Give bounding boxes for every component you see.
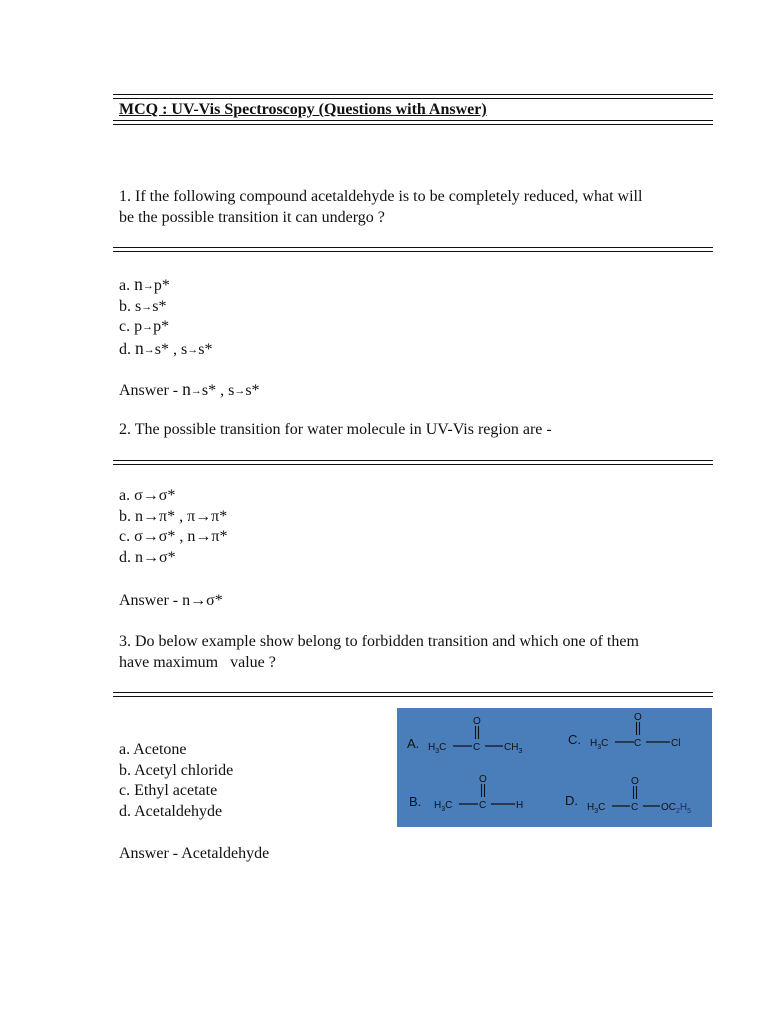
a-ch3: $CH_3$ (504, 742, 523, 755)
c-chlorine: Cl (671, 738, 681, 749)
arrow-icon: → (142, 321, 154, 334)
q3-answer: Answer - Acetaldehyde (119, 845, 270, 862)
q2-option-d: d. n→σ* (119, 549, 176, 567)
structure-b (409, 774, 523, 813)
b-hydrogen: H (516, 800, 524, 811)
arrow-icon: → (190, 385, 202, 397)
q3-question-line1: 3. Do below example show belong to forbidden transition and which one of them (119, 633, 639, 650)
q1-question-line2: be the possible transition it can undergo ? (119, 209, 385, 226)
d-carbon: C (631, 802, 639, 813)
q2-option-c: c. σ→σ* , n→π* (119, 528, 228, 546)
q1-answer: Answer - n→s* , s→s* (119, 379, 260, 399)
structure-c (568, 712, 680, 751)
q2-question: 2. The possible transition for water molecule in UV-Vis region are - (119, 421, 552, 438)
arrow-icon: → (143, 344, 155, 357)
c-oxygen: O (634, 712, 642, 723)
title-rule-top (113, 94, 713, 99)
structure-a (407, 716, 522, 755)
arrow-icon: → (142, 280, 154, 292)
q3-option-a: a. Acetone (119, 741, 187, 758)
b-carbon: C (479, 800, 487, 811)
q2-option-b: b. n→π* , π→π* (119, 507, 228, 525)
q1-option-a: a. n→p* (119, 274, 170, 294)
b-h3c: $H_3C$ (434, 800, 453, 813)
q3-option-b: b. Acetyl chloride (119, 761, 234, 779)
q3-option-d: d. Acetaldehyde (119, 803, 223, 821)
structure-d (565, 776, 691, 815)
q3-options (119, 740, 233, 823)
b-oxygen: O (479, 774, 487, 785)
q2-options (119, 486, 227, 569)
label-d: D. (565, 793, 578, 808)
q3-question-line2: have maximum value ? (119, 654, 276, 671)
a-h3c: $H_3C$ (428, 742, 447, 755)
q3-option-c: c. Ethyl acetate (119, 782, 218, 800)
arrow-icon: → (187, 344, 199, 357)
structures-figure (397, 708, 712, 827)
q2-divider (113, 460, 713, 465)
a-oxygen: O (473, 716, 481, 727)
label-b: B. (409, 794, 422, 809)
q2-answer: Answer - n→σ* (119, 592, 223, 609)
c-carbon: C (634, 738, 642, 749)
structures-svg (397, 708, 712, 827)
q1-option-b: b. s→s* (119, 297, 167, 315)
q1-question-line1: 1. If the following compound acetaldehyde is to be completely reduced, what will (119, 188, 643, 205)
q1-options (119, 274, 212, 361)
d-oxygen: O (631, 776, 639, 787)
title-rule-bottom (113, 120, 713, 125)
arrow-icon: → (141, 300, 153, 313)
label-a: A. (407, 736, 420, 751)
q1-divider (113, 247, 713, 252)
arrow-icon: → (234, 385, 246, 397)
q3-divider (113, 692, 713, 697)
page-title: MCQ : UV-Vis Spectroscopy (Questions with Answer) (119, 101, 487, 118)
q1-option-c: c. p→p* (119, 318, 170, 336)
d-h3c: $H_3C$ (587, 802, 606, 815)
q2-option-a: a. σ→σ* (119, 487, 176, 504)
c-h3c: $H_3C$ (590, 738, 609, 751)
label-c: C. (568, 732, 581, 747)
d-oc2h5: $OC_2H_5$ (661, 802, 692, 815)
a-carbon: C (473, 742, 481, 753)
q1-option-d: d. n→s* , s→s* (119, 338, 213, 359)
